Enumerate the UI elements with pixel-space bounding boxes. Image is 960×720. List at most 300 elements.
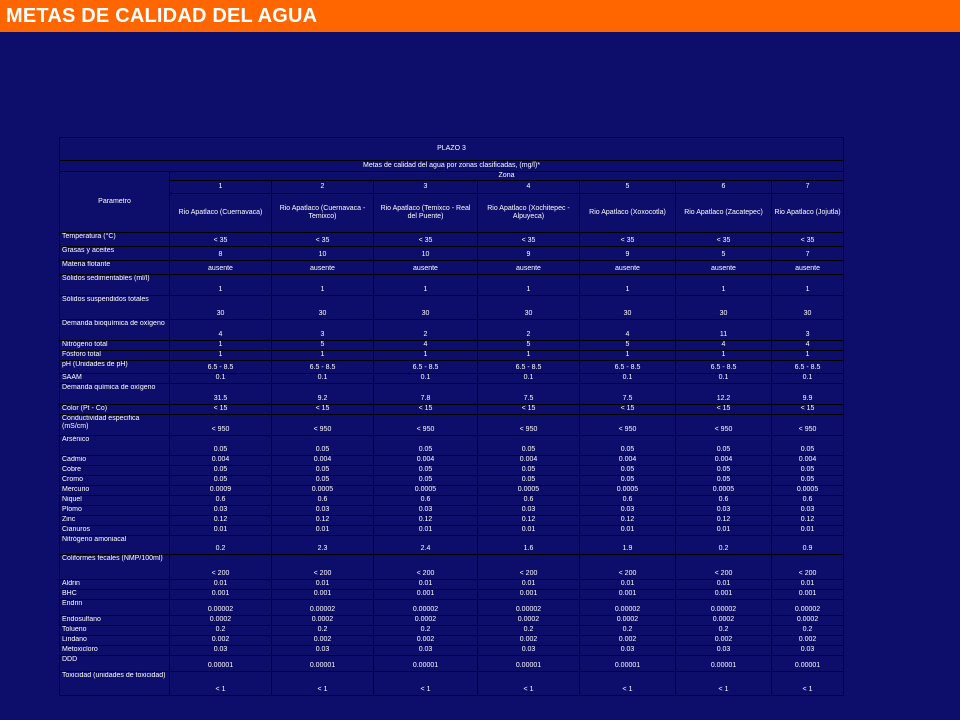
value-cell: 0.00002	[478, 600, 580, 616]
value-cell: 9.2	[272, 384, 374, 405]
value-cell: 0.2	[272, 626, 374, 636]
table-row	[60, 626, 844, 636]
table-row	[60, 320, 844, 341]
zone-name-1: Rio Apatlaco (Cuernavaca)	[170, 194, 272, 233]
parameter-name: Cobre	[60, 466, 170, 476]
value-cell: 0.0002	[374, 616, 478, 626]
value-cell: 0.6	[170, 496, 272, 506]
value-cell: 0.00002	[272, 600, 374, 616]
value-cell: 6.5 - 8.5	[478, 361, 580, 374]
value-cell: 10	[272, 247, 374, 261]
value-cell: 0.12	[772, 516, 844, 526]
value-cell: 12.2	[676, 384, 772, 405]
value-cell: 0.00001	[676, 656, 772, 672]
value-cell: 0.2	[772, 626, 844, 636]
value-cell: 0.004	[170, 456, 272, 466]
value-cell: 0.01	[374, 580, 478, 590]
value-cell: 0.0002	[478, 616, 580, 626]
value-cell: 9	[580, 247, 676, 261]
value-cell: 0.004	[772, 456, 844, 466]
parameter-name: Color (Pt - Co)	[60, 405, 170, 415]
value-cell: < 950	[374, 415, 478, 436]
zone-name-2: Rio Apatlaco (Cuernavaca - Temixco)	[272, 194, 374, 233]
value-cell: 0.0002	[676, 616, 772, 626]
value-cell: 9	[478, 247, 580, 261]
value-cell: 1	[170, 341, 272, 351]
value-cell: 0.001	[676, 590, 772, 600]
value-cell: 0.0005	[374, 486, 478, 496]
title-bar	[0, 0, 960, 32]
value-cell: 2.3	[272, 536, 374, 555]
value-cell: 9.9	[772, 384, 844, 405]
table-row	[60, 341, 844, 351]
value-cell: 0.002	[272, 636, 374, 646]
value-cell: < 15	[772, 405, 844, 415]
value-cell: 30	[272, 296, 374, 320]
value-cell: 1	[478, 351, 580, 361]
value-cell: 0.0002	[272, 616, 374, 626]
value-cell: 0.0002	[772, 616, 844, 626]
parameter-name: Endrin	[60, 600, 170, 616]
zone-name-4: Rio Apatlaco (Xochitepec - Alpuyeca)	[478, 194, 580, 233]
parameter-name: Tolueno	[60, 626, 170, 636]
parameter-name: Demanda química de oxígeno	[60, 384, 170, 405]
table-row	[60, 384, 844, 405]
value-cell: 0.00002	[374, 600, 478, 616]
value-cell: 0.00002	[676, 600, 772, 616]
value-cell: 0.2	[478, 626, 580, 636]
value-cell: 6.5 - 8.5	[374, 361, 478, 374]
table-row	[60, 436, 844, 456]
table-row	[60, 415, 844, 436]
parameter-name: Cadmio	[60, 456, 170, 466]
value-cell: 7.8	[374, 384, 478, 405]
value-cell: 30	[478, 296, 580, 320]
value-cell: 30	[170, 296, 272, 320]
parameter-name: Sólidos sedimentables (ml/l)	[60, 275, 170, 296]
table-row	[60, 506, 844, 516]
value-cell: 0.00001	[478, 656, 580, 672]
value-cell: 0.01	[580, 526, 676, 536]
value-cell: 0.002	[772, 636, 844, 646]
table-row	[60, 466, 844, 476]
value-cell: 0.05	[580, 436, 676, 456]
value-cell: 0.03	[272, 506, 374, 516]
parameter-name: Fósforo total	[60, 351, 170, 361]
page-title: METAS DE CALIDAD DEL AGUA	[6, 5, 318, 27]
metas-row	[60, 161, 844, 172]
table-row	[60, 516, 844, 526]
value-cell: < 950	[580, 415, 676, 436]
value-cell: 0.01	[170, 580, 272, 590]
value-cell: 0.0005	[580, 486, 676, 496]
value-cell: < 15	[170, 405, 272, 415]
parameter-name: Mercurio	[60, 486, 170, 496]
value-cell: 5	[478, 341, 580, 351]
value-cell: 0.002	[170, 636, 272, 646]
value-cell: 0.01	[580, 580, 676, 590]
value-cell: 0.001	[170, 590, 272, 600]
value-cell: < 200	[772, 555, 844, 580]
value-cell: < 35	[772, 233, 844, 247]
value-cell: 1	[580, 275, 676, 296]
value-cell: 6.5 - 8.5	[676, 361, 772, 374]
table-row	[60, 247, 844, 261]
parameter-name: SAAM	[60, 374, 170, 384]
table-row	[60, 296, 844, 320]
value-cell: 1	[676, 275, 772, 296]
value-cell: 0.05	[478, 476, 580, 486]
parameter-name: Demanda bioquímica de oxígeno	[60, 320, 170, 341]
value-cell: 0.12	[170, 516, 272, 526]
zone-name-6: Rio Apatlaco (Zacatepec)	[676, 194, 772, 233]
value-cell: 0.12	[478, 516, 580, 526]
value-cell: 4	[170, 320, 272, 341]
water-quality-table	[59, 137, 844, 696]
zona-row	[60, 172, 844, 181]
value-cell: < 200	[374, 555, 478, 580]
value-cell: 0.002	[676, 636, 772, 646]
value-cell: 2.4	[374, 536, 478, 555]
table-row	[60, 476, 844, 486]
value-cell: 7	[772, 247, 844, 261]
value-cell: 0.2	[580, 626, 676, 636]
value-cell: 5	[580, 341, 676, 351]
value-cell: 0.01	[170, 526, 272, 536]
zone-number-5: 5	[580, 181, 676, 194]
value-cell: 0.01	[772, 526, 844, 536]
value-cell: 4	[772, 341, 844, 351]
metas-label: Metas de calidad del agua por zonas clasificadas, (mg/l)*	[60, 161, 844, 172]
value-cell: 1	[478, 275, 580, 296]
value-cell: 0.05	[478, 436, 580, 456]
zone-number-1: 1	[170, 181, 272, 194]
value-cell: 0.00002	[580, 600, 676, 616]
parameter-name: Endosulfano	[60, 616, 170, 626]
value-cell: 0.03	[170, 506, 272, 516]
table-row	[60, 374, 844, 384]
parameter-name: Aldrin	[60, 580, 170, 590]
value-cell: 0.00001	[580, 656, 676, 672]
value-cell: 0.00002	[170, 600, 272, 616]
value-cell: 0.05	[580, 466, 676, 476]
value-cell: 4	[580, 320, 676, 341]
zone-name-7: Rio Apatlaco (Jojutla)	[772, 194, 844, 233]
zone-name-3: Rio Apatlaco (Temixco - Real del Puente)	[374, 194, 478, 233]
value-cell: 1.9	[580, 536, 676, 555]
value-cell: 0.05	[580, 476, 676, 486]
parameter-name: DDD	[60, 656, 170, 672]
value-cell: 0.1	[170, 374, 272, 384]
value-cell: 0.9	[772, 536, 844, 555]
value-cell: 0.01	[478, 526, 580, 536]
value-cell: 0.2	[374, 626, 478, 636]
value-cell: 0.001	[272, 590, 374, 600]
plazo-row	[60, 138, 844, 161]
parameter-name: Nitrógeno total	[60, 341, 170, 351]
value-cell: 1	[374, 275, 478, 296]
value-cell: 1	[772, 275, 844, 296]
value-cell: 0.002	[374, 636, 478, 646]
value-cell: 1	[272, 351, 374, 361]
table-row	[60, 405, 844, 415]
value-cell: 6.5 - 8.5	[272, 361, 374, 374]
parameter-name: Grasas y aceites	[60, 247, 170, 261]
value-cell: 0.6	[272, 496, 374, 506]
zone-number-6: 6	[676, 181, 772, 194]
table-row	[60, 233, 844, 247]
value-cell: 8	[170, 247, 272, 261]
value-cell: 4	[374, 341, 478, 351]
parameter-name: Plomo	[60, 506, 170, 516]
value-cell: 0.03	[772, 646, 844, 656]
value-cell: 0.03	[478, 506, 580, 516]
value-cell: 0.6	[772, 496, 844, 506]
value-cell: 4	[676, 341, 772, 351]
value-cell: < 35	[478, 233, 580, 247]
value-cell: 5	[676, 247, 772, 261]
value-cell: < 1	[772, 672, 844, 696]
value-cell: 0.05	[374, 476, 478, 486]
value-cell: 30	[580, 296, 676, 320]
value-cell: < 35	[272, 233, 374, 247]
table-row	[60, 616, 844, 626]
value-cell: 0.0005	[478, 486, 580, 496]
value-cell: 0.03	[676, 646, 772, 656]
parameter-name: Cromo	[60, 476, 170, 486]
value-cell: 0.03	[374, 646, 478, 656]
table-row	[60, 536, 844, 555]
value-cell: 0.03	[478, 646, 580, 656]
table-row	[60, 646, 844, 656]
value-cell: < 200	[580, 555, 676, 580]
value-cell: 30	[676, 296, 772, 320]
value-cell: < 35	[676, 233, 772, 247]
value-cell: ausente	[374, 261, 478, 275]
value-cell: 0.05	[772, 466, 844, 476]
value-cell: ausente	[772, 261, 844, 275]
value-cell: < 1	[374, 672, 478, 696]
value-cell: ausente	[580, 261, 676, 275]
value-cell: 0.004	[676, 456, 772, 466]
value-cell: 0.6	[676, 496, 772, 506]
value-cell: 0.01	[272, 526, 374, 536]
table-row	[60, 636, 844, 646]
parameter-name: Lindano	[60, 636, 170, 646]
value-cell: < 15	[580, 405, 676, 415]
zona-label: Zona	[170, 172, 844, 181]
value-cell: 0.05	[676, 476, 772, 486]
value-cell: 0.1	[272, 374, 374, 384]
value-cell: 0.004	[272, 456, 374, 466]
value-cell: 0.01	[676, 526, 772, 536]
value-cell: 1.6	[478, 536, 580, 555]
value-cell: 0.004	[478, 456, 580, 466]
table-row	[60, 590, 844, 600]
value-cell: < 950	[478, 415, 580, 436]
zone-number-row	[60, 181, 844, 194]
value-cell: 0.00001	[374, 656, 478, 672]
parameter-name: Temperatura (°C)	[60, 233, 170, 247]
value-cell: 0.6	[374, 496, 478, 506]
value-cell: 0.01	[374, 526, 478, 536]
value-cell: 0.05	[676, 436, 772, 456]
value-cell: 0.004	[580, 456, 676, 466]
value-cell: 0.05	[374, 466, 478, 476]
value-cell: < 1	[170, 672, 272, 696]
value-cell: < 15	[478, 405, 580, 415]
value-cell: < 200	[676, 555, 772, 580]
parameter-name: Materia flotante	[60, 261, 170, 275]
value-cell: 0.03	[772, 506, 844, 516]
zone-number-4: 4	[478, 181, 580, 194]
value-cell: 0.12	[676, 516, 772, 526]
value-cell: 0.1	[676, 374, 772, 384]
value-cell: 0.004	[374, 456, 478, 466]
value-cell: 10	[374, 247, 478, 261]
value-cell: < 15	[374, 405, 478, 415]
value-cell: < 35	[580, 233, 676, 247]
table-row	[60, 526, 844, 536]
value-cell: 30	[374, 296, 478, 320]
value-cell: < 35	[374, 233, 478, 247]
value-cell: 0.05	[676, 466, 772, 476]
value-cell: 1	[676, 351, 772, 361]
parameter-name: Nitrógeno amoniacal	[60, 536, 170, 555]
parameter-name: Niquel	[60, 496, 170, 506]
value-cell: 2	[374, 320, 478, 341]
value-cell: 0.03	[676, 506, 772, 516]
value-cell: 7.5	[478, 384, 580, 405]
zone-name-row	[60, 194, 844, 233]
value-cell: < 950	[170, 415, 272, 436]
value-cell: 0.002	[580, 636, 676, 646]
value-cell: 0.2	[676, 626, 772, 636]
value-cell: 0.6	[580, 496, 676, 506]
value-cell: 0.001	[478, 590, 580, 600]
zone-name-5: Rio Apatlaco (Xoxocotla)	[580, 194, 676, 233]
value-cell: 0.00002	[772, 600, 844, 616]
water-quality-table-container	[59, 137, 843, 696]
value-cell: 0.0002	[580, 616, 676, 626]
value-cell: ausente	[170, 261, 272, 275]
value-cell: 0.1	[580, 374, 676, 384]
parameter-name: Cianuros	[60, 526, 170, 536]
parameter-name: Toxicidad (unidades de toxicidad)	[60, 672, 170, 696]
table-row	[60, 456, 844, 466]
parameter-name: pH (Unidades de pH)	[60, 361, 170, 374]
value-cell: 0.05	[272, 476, 374, 486]
plazo-label: PLAZO 3	[60, 138, 844, 161]
value-cell: 30	[772, 296, 844, 320]
parameter-name: Arsénico	[60, 436, 170, 456]
value-cell: ausente	[272, 261, 374, 275]
value-cell: 3	[272, 320, 374, 341]
value-cell: 0.00001	[772, 656, 844, 672]
value-cell: < 1	[272, 672, 374, 696]
value-cell: 0.05	[478, 466, 580, 476]
value-cell: 0.0005	[272, 486, 374, 496]
table-row	[60, 656, 844, 672]
value-cell: 1	[772, 351, 844, 361]
value-cell: 31.5	[170, 384, 272, 405]
value-cell: 0.001	[374, 590, 478, 600]
value-cell: < 950	[272, 415, 374, 436]
table-row	[60, 496, 844, 506]
value-cell: 0.0005	[676, 486, 772, 496]
value-cell: 0.05	[772, 476, 844, 486]
value-cell: 0.1	[478, 374, 580, 384]
value-cell: ausente	[478, 261, 580, 275]
value-cell: 3	[772, 320, 844, 341]
value-cell: 0.001	[772, 590, 844, 600]
table-row	[60, 261, 844, 275]
param-header: Parametro	[60, 172, 170, 233]
value-cell: 1	[580, 351, 676, 361]
value-cell: < 35	[170, 233, 272, 247]
value-cell: 0.03	[170, 646, 272, 656]
value-cell: 0.05	[374, 436, 478, 456]
parameter-name: Sólidos suspendidos totales	[60, 296, 170, 320]
value-cell: 0.12	[272, 516, 374, 526]
value-cell: 0.03	[580, 646, 676, 656]
value-cell: 0.1	[772, 374, 844, 384]
value-cell: 0.002	[478, 636, 580, 646]
value-cell: 0.0009	[170, 486, 272, 496]
value-cell: 0.2	[170, 536, 272, 555]
value-cell: < 1	[478, 672, 580, 696]
value-cell: 0.01	[272, 580, 374, 590]
value-cell: 0.05	[272, 436, 374, 456]
value-cell: 0.2	[676, 536, 772, 555]
value-cell: 0.05	[170, 436, 272, 456]
parameter-name: Zinc	[60, 516, 170, 526]
value-cell: 0.01	[478, 580, 580, 590]
value-cell: 0.001	[580, 590, 676, 600]
parameter-name: Conductividad especifica (mS/cm)	[60, 415, 170, 436]
value-cell: < 1	[676, 672, 772, 696]
value-cell: < 200	[478, 555, 580, 580]
value-cell: 1	[374, 351, 478, 361]
value-cell: < 15	[676, 405, 772, 415]
zone-number-7: 7	[772, 181, 844, 194]
value-cell: 5	[272, 341, 374, 351]
value-cell: 0.05	[772, 436, 844, 456]
zone-number-3: 3	[374, 181, 478, 194]
value-cell: 0.00001	[272, 656, 374, 672]
value-cell: 6.5 - 8.5	[580, 361, 676, 374]
value-cell: 0.05	[170, 466, 272, 476]
parameter-name: Metoxicloro	[60, 646, 170, 656]
table-row	[60, 580, 844, 590]
value-cell: 0.12	[374, 516, 478, 526]
table-row	[60, 555, 844, 580]
value-cell: 0.05	[170, 476, 272, 486]
value-cell: 11	[676, 320, 772, 341]
value-cell: 0.2	[170, 626, 272, 636]
table-row	[60, 361, 844, 374]
value-cell: 0.03	[272, 646, 374, 656]
parameter-name: Coliformes fecales (NMP/100ml)	[60, 555, 170, 580]
value-cell: 6.5 - 8.5	[170, 361, 272, 374]
value-cell: < 200	[272, 555, 374, 580]
table-row	[60, 486, 844, 496]
value-cell: 0.03	[374, 506, 478, 516]
table-row	[60, 275, 844, 296]
value-cell: < 950	[772, 415, 844, 436]
value-cell: 0.6	[478, 496, 580, 506]
value-cell: 0.1	[374, 374, 478, 384]
